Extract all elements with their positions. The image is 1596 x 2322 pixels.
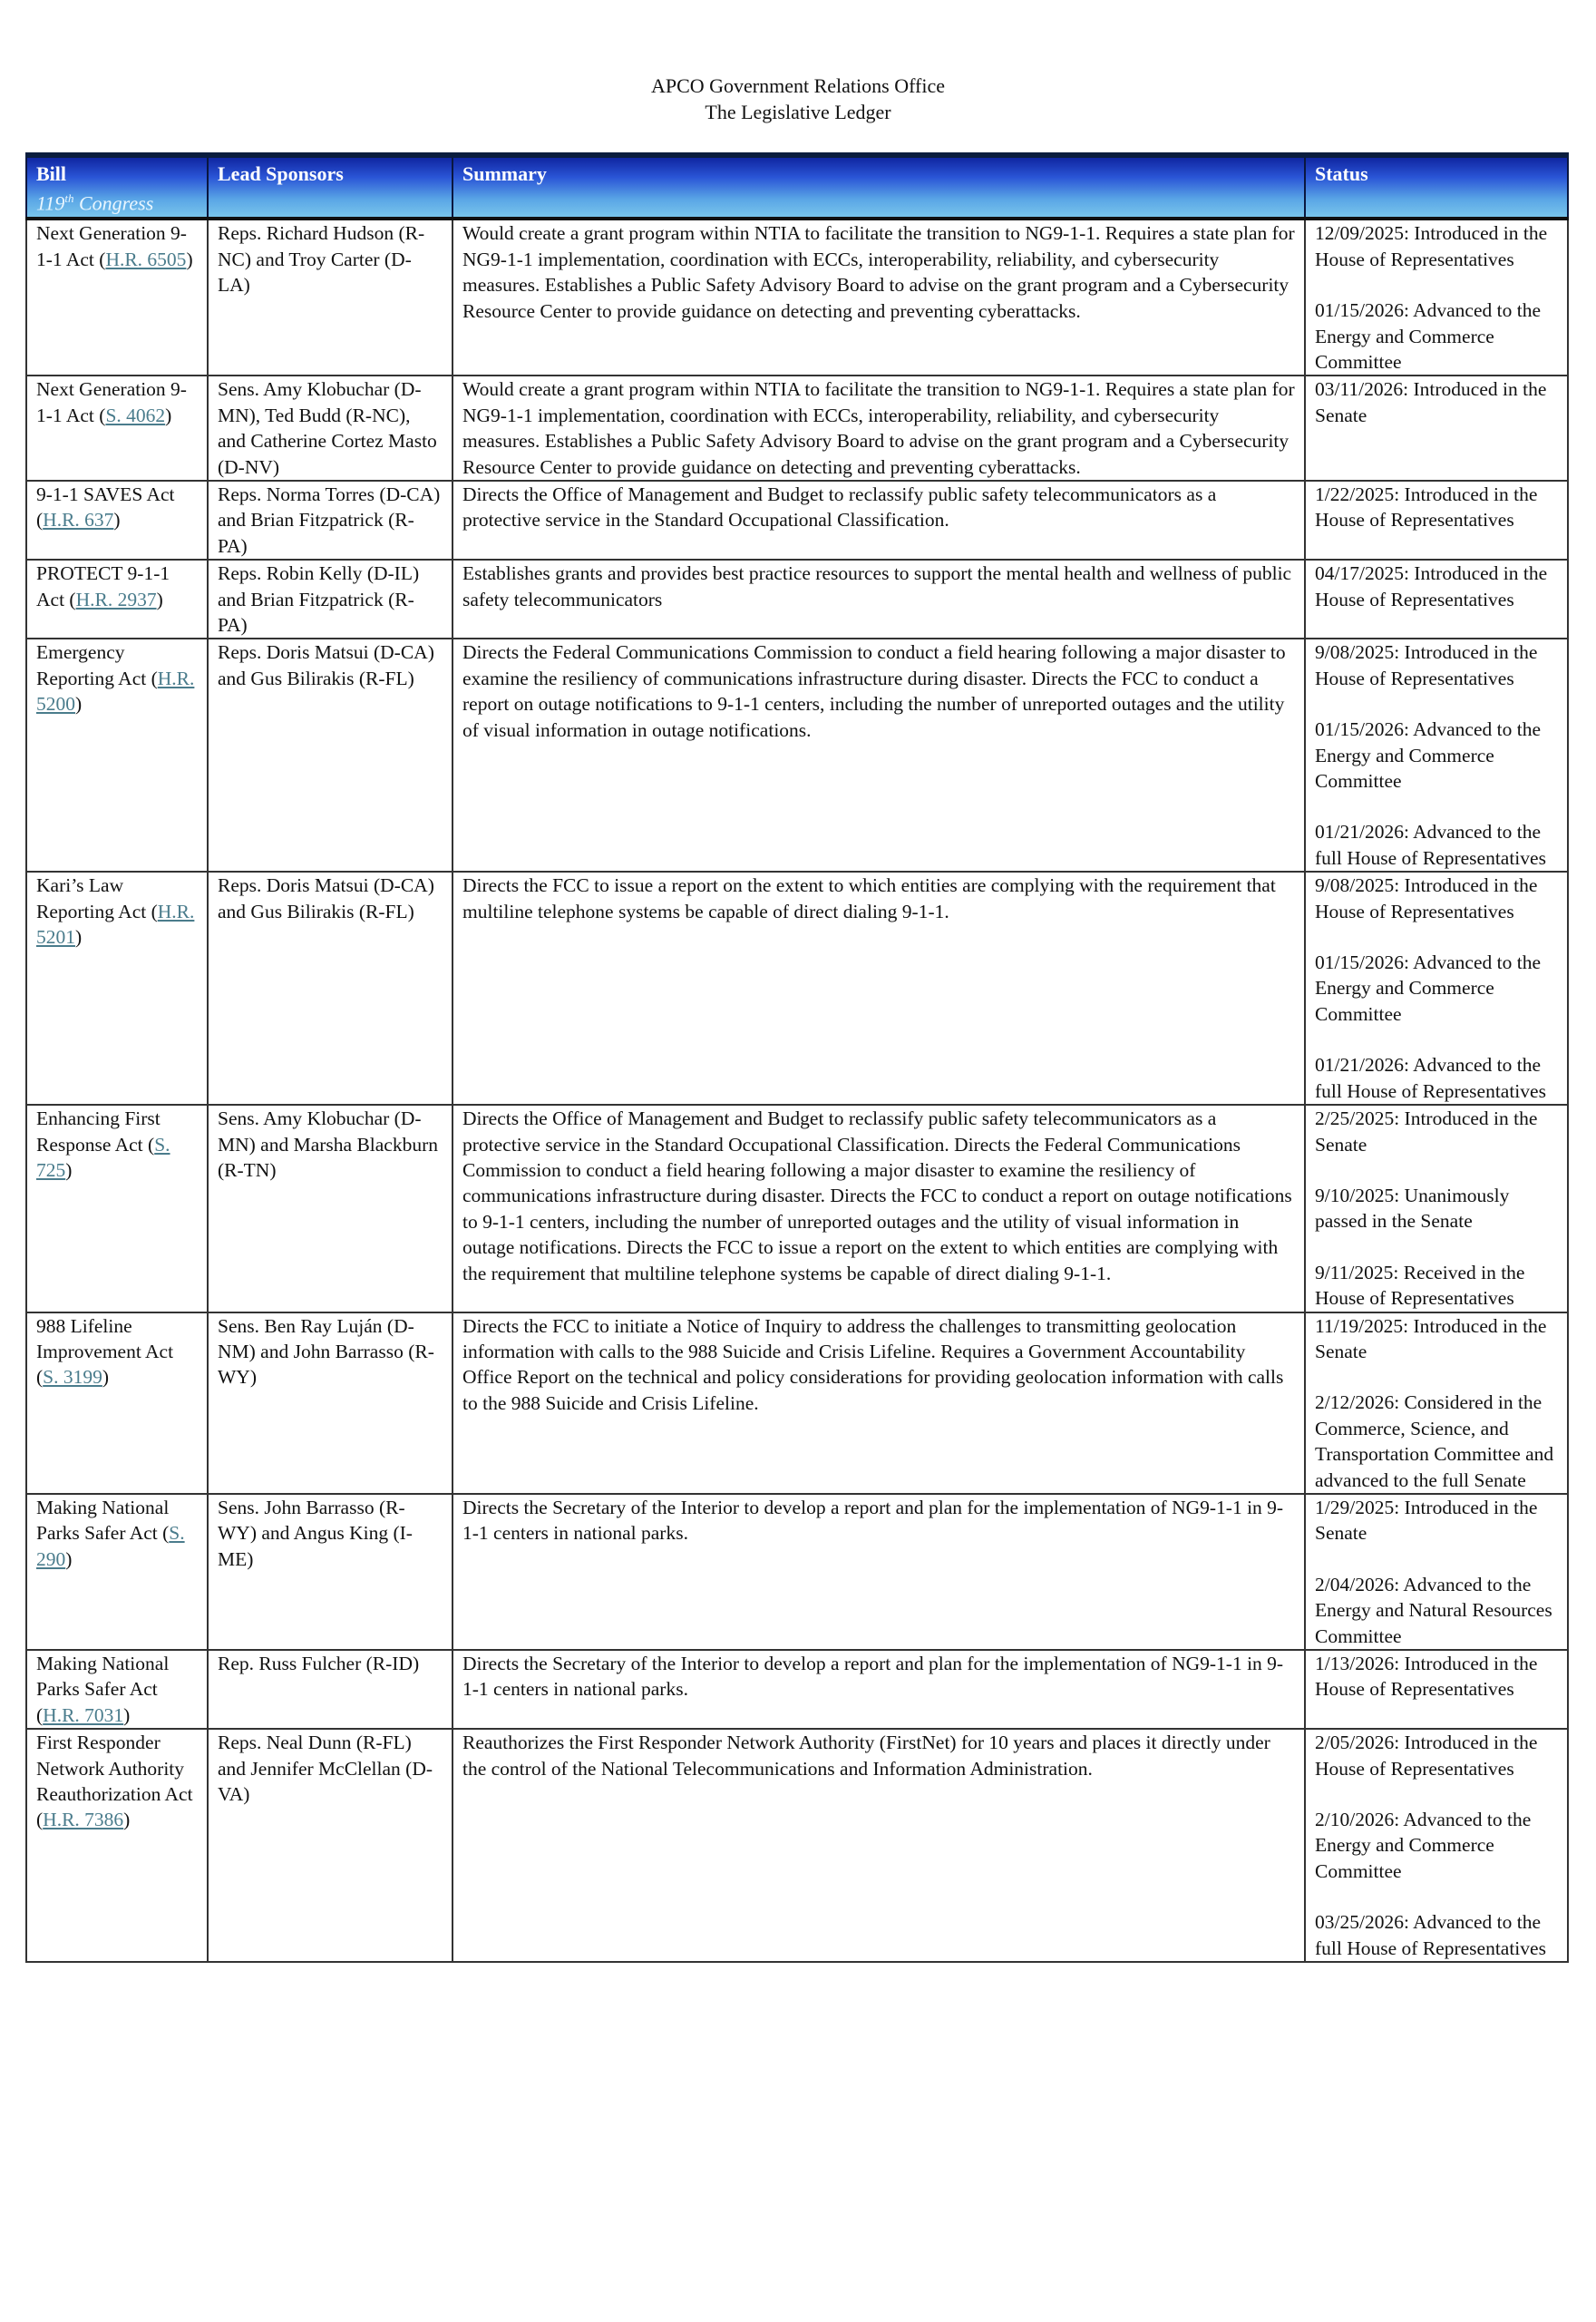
summary-cell: Directs the Secretary of the Interior to develop a report and plan for the implementation of NG9-1-1 in 9-1-1 centers in national parks. [453,1650,1305,1729]
bill-cell [26,560,208,639]
status-entry: 03/25/2026: Advanced to the full House of Representatives [1315,1911,1546,1959]
status-cell [1305,481,1568,560]
bill-name-suffix: ) [156,588,163,610]
summary-cell: Directs the Office of Management and Budget to reclassify public safety telecommunicators as a protective service in the Standard Occupational Classification. Directs the Federal Communications Commission to conduct a field hearing following a major disaster to examine the resiliency of communications infrastructure during disaster. Directs the FCC to conduct a report on outage notifications to 9-1-1 centers, including the number of unreported outages and the utility of visual information in outage notifications. Directs the FCC to issue a report on the extent to which entities are complying with the requirement that multiline telephone systems be capable of direct dialing 9-1-1. [453,1105,1305,1312]
table-body [26,219,1568,1962]
bill-name: Emergency Reporting Act ( [36,641,158,689]
status-entry: 01/21/2026: Advanced to the full House of Representatives [1315,821,1546,869]
sponsors-cell: Reps. Robin Kelly (D-IL) and Brian Fitzpatrick (R-PA) [208,560,453,639]
status-entry: 9/10/2025: Unanimously passed in the Senate [1315,1184,1510,1233]
sponsors-cell: Sens. Amy Klobuchar (D-MN) and Marsha Blackburn (R-TN) [208,1105,453,1312]
bill-number-link[interactable]: H.R. 5200 [36,667,195,716]
status-cell [1305,639,1568,872]
sponsors-cell: Sens. Ben Ray Luján (D-NM) and John Barrasso (R-WY) [208,1312,453,1494]
status-entry: 2/12/2026: Considered in the Commerce, Science, and Transportation Committee and advanced to the full Senate [1315,1391,1554,1491]
legislation-table [25,152,1569,1963]
bill-cell [26,1650,208,1729]
sponsors-cell: Sens. Amy Klobuchar (D-MN), Ted Budd (R-NC), and Catherine Cortez Masto (D-NV) [208,376,453,481]
bill-name-suffix: ) [113,509,121,532]
status-entry: 2/04/2026: Advanced to the Energy and Natural Resources Committee [1315,1573,1552,1647]
status-cell [1305,1494,1568,1650]
bill-number-link[interactable]: H.R. 637 [43,509,114,532]
bill-cell [26,1729,208,1962]
status-entry: 9/08/2025: Introduced in the House of Representatives [1315,641,1538,689]
summary-cell: Directs the Federal Communications Commission to conduct a field hearing following a major disaster to examine the resiliency of communications infrastructure during disaster. Directs the FCC to conduct a report on outage notifications to 9-1-1 centers, including the number of unreported outages and the utility of visual information in outage notifications. [453,639,1305,872]
status-entry: 01/15/2026: Advanced to the Energy and Commerce Committee [1315,718,1542,793]
sponsors-cell: Reps. Doris Matsui (D-CA) and Gus Bilirakis (R-FL) [208,872,453,1105]
table-row [26,1105,1568,1312]
bill-number-link[interactable]: H.R. 7031 [43,1703,124,1726]
table-row [26,872,1568,1105]
status-entry: 1/22/2025: Introduced in the House of Representatives [1315,483,1538,532]
summary-cell: Would create a grant program within NTIA to facilitate the transition to NG9-1-1. Requires a state plan for NG9-1-1 implementation, coordination with ECCs, interoperability, reliability, and cybersecurity measures. Establishes a Public Safety Advisory Board to advise on the grant program and a Cybersecurity Resource Center to provide guidance on detecting and preventing cyberattacks. [453,219,1305,376]
bill-name: 9-1-1 SAVES Act ( [36,483,175,532]
bill-name: 988 Lifeline Improvement Act ( [36,1314,174,1389]
status-entry: 2/05/2026: Introduced in the House of Representatives [1315,1732,1538,1780]
bill-number-link[interactable]: S. 3199 [43,1366,102,1389]
sponsors-cell: Rep. Russ Fulcher (R-ID) [208,1650,453,1729]
bill-number-link[interactable]: S. 725 [36,1133,170,1181]
sponsors-cell: Sens. John Barrasso (R-WY) and Angus King (I-ME) [208,1494,453,1650]
bill-name-suffix: ) [65,1158,73,1181]
bill-cell [26,1494,208,1650]
bill-name-suffix: ) [123,1809,131,1831]
bill-cell [26,376,208,481]
column-header-status: Status [1305,155,1568,219]
bill-cell [26,872,208,1105]
bill-name: PROTECT 9-1-1 Act ( [36,562,170,610]
congress-text: Congress [73,191,154,215]
column-header-bill-label: Bill [36,162,67,185]
status-entry: 01/21/2026: Advanced to the full House of Representatives [1315,1054,1546,1102]
column-header-summary: Summary [453,155,1305,219]
table-row [26,1650,1568,1729]
document-header [0,73,1596,125]
bill-name-suffix: ) [65,1547,73,1570]
summary-cell: Directs the Office of Management and Budget to reclassify public safety telecommunicators as a protective service in the Standard Occupational Classification. [453,481,1305,560]
congress-label [36,186,198,215]
status-entry: 1/29/2025: Introduced in the Senate [1315,1496,1538,1545]
status-cell [1305,1312,1568,1494]
table-row [26,1494,1568,1650]
summary-cell: Directs the Secretary of the Interior to develop a report and plan for the implementation of NG9-1-1 in 9-1-1 centers in national parks. [453,1494,1305,1650]
status-entry: 9/08/2025: Introduced in the House of Representatives [1315,874,1538,922]
sponsors-cell: Reps. Richard Hudson (R-NC) and Troy Carter (D-LA) [208,219,453,376]
status-entry: 04/17/2025: Introduced in the House of Representatives [1315,562,1548,610]
bill-name: Kari’s Law Reporting Act ( [36,874,158,922]
bill-number-link[interactable]: H.R. 5201 [36,900,195,949]
status-entry: 01/15/2026: Advanced to the Energy and Commerce Committee [1315,299,1542,373]
status-cell [1305,376,1568,481]
status-cell [1305,1650,1568,1729]
bill-name-suffix: ) [102,1366,110,1389]
bill-number-link[interactable]: S. 290 [36,1522,185,1570]
bill-cell [26,219,208,376]
summary-cell: Directs the FCC to initiate a Notice of Inquiry to address the challenges to transmitting geolocation information with calls to the 988 Suicide and Crisis Lifeline. Requires a Government Accountability Office Report on the technical and policy considerations for providing geolocation information with calls to the 988 Suicide and Crisis Lifeline. [453,1312,1305,1494]
sponsors-cell: Reps. Norma Torres (D-CA) and Brian Fitzpatrick (R-PA) [208,481,453,560]
column-header-sponsors: Lead Sponsors [208,155,453,219]
column-header-bill [26,155,208,219]
summary-cell: Directs the FCC to issue a report on the extent to which entities are complying with the requirement that multiline telephone systems be capable of direct dialing 9-1-1. [453,872,1305,1105]
table-row [26,639,1568,872]
bill-number-link[interactable]: H.R. 7386 [43,1809,124,1831]
bill-number-link[interactable]: H.R. 2937 [75,588,157,610]
bill-name-suffix: ) [165,404,172,426]
status-cell [1305,560,1568,639]
congress-number: 119 [36,191,65,215]
status-entry: 2/25/2025: Introduced in the Senate [1315,1107,1538,1156]
table-row [26,1729,1568,1962]
sponsors-cell: Reps. Neal Dunn (R-FL) and Jennifer McClellan (D-VA) [208,1729,453,1962]
bill-cell [26,1312,208,1494]
summary-cell: Reauthorizes the First Responder Network Authority (FirstNet) for 10 years and places it directly under the control of the National Telecommunications and Information Administration. [453,1729,1305,1962]
bill-name: Making National Parks Safer Act ( [36,1653,170,1726]
table-row [26,1312,1568,1494]
table-row [26,560,1568,639]
document-title: The Legislative Ledger [705,101,891,123]
bill-name-suffix: ) [75,926,83,949]
org-name: APCO Government Relations Office [650,74,946,97]
status-entry: 12/09/2025: Introduced in the House of Representatives [1315,222,1548,270]
status-entry: 03/11/2026: Introduced in the Senate [1315,378,1547,426]
summary-cell: Would create a grant program within NTIA to facilitate the transition to NG9-1-1. Requires a state plan for NG9-1-1 implementation, coordination with ECCs, interoperability, reliability, and cybersecurity measures. Establishes a Public Safety Advisory Board to advise on the grant program and a Cybersecurity Resource Center to provide guidance on detecting and preventing cyberattacks. [453,376,1305,481]
bill-cell [26,1105,208,1312]
table-row [26,376,1568,481]
bill-name: First Responder Network Authority Reauthorization Act ( [36,1732,193,1831]
summary-cell: Establishes grants and provides best practice resources to support the mental health and wellness of public safety telecommunicators [453,560,1305,639]
bill-name-suffix: ) [186,248,193,270]
bill-name: Next Generation 9-1-1 Act ( [36,222,187,270]
bill-cell [26,481,208,560]
status-cell [1305,872,1568,1105]
status-entry: 1/13/2026: Introduced in the House of Representatives [1315,1653,1538,1701]
bill-name-suffix: ) [123,1703,131,1726]
table-row [26,481,1568,560]
bill-number-link[interactable]: H.R. 6505 [105,248,187,270]
status-entry: 9/11/2025: Received in the House of Representatives [1315,1261,1525,1310]
bill-cell [26,639,208,872]
status-entry: 2/10/2026: Advanced to the Energy and Commerce Committee [1315,1809,1532,1882]
bill-name: Next Generation 9-1-1 Act ( [36,378,187,426]
header-row [26,155,1568,219]
bill-name: Enhancing First Response Act ( [36,1107,161,1156]
bill-name-suffix: ) [75,693,83,716]
table-row [26,219,1568,376]
sponsors-cell: Reps. Doris Matsui (D-CA) and Gus Bilirakis (R-FL) [208,639,453,872]
status-cell [1305,1105,1568,1312]
congress-suffix: th [64,191,74,205]
status-entry: 01/15/2026: Advanced to the Energy and Commerce Committee [1315,951,1542,1025]
table-header [26,155,1568,219]
bill-name: Making National Parks Safer Act ( [36,1496,170,1545]
status-cell [1305,219,1568,376]
bill-number-link[interactable]: S. 4062 [105,404,166,426]
status-cell [1305,1729,1568,1962]
status-entry: 11/19/2025: Introduced in the Senate [1315,1314,1547,1362]
